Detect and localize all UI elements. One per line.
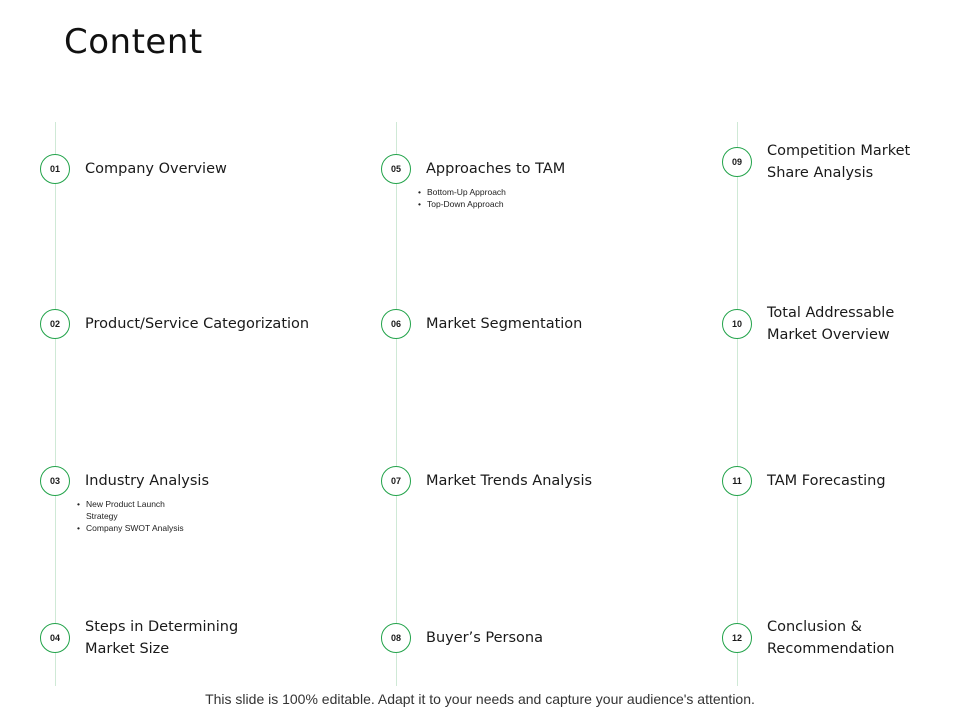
content-item-05 (381, 154, 681, 214)
item-label: Industry Analysis (85, 473, 209, 489)
item-label: TAM Forecasting (767, 473, 886, 489)
content-item-07 (381, 466, 681, 526)
content-item-06 (381, 309, 681, 369)
content-item-01 (40, 154, 340, 214)
content-item-03 (40, 466, 340, 533)
item-number-badge: 07 (381, 466, 411, 496)
item-sub-bullets (416, 186, 566, 210)
slide-title: Content (64, 22, 203, 62)
item-label: Total Addressable Market Overview (767, 305, 895, 343)
item-number-badge: 06 (381, 309, 411, 339)
content-item-10 (722, 305, 960, 369)
item-number-badge: 12 (722, 623, 752, 653)
item-label: Company Overview (85, 161, 227, 177)
content-item-12 (722, 619, 960, 683)
content-item-09 (722, 143, 960, 207)
item-number-badge: 05 (381, 154, 411, 184)
content-item-11 (722, 466, 960, 526)
item-number-badge: 11 (722, 466, 752, 496)
item-number-badge: 10 (722, 309, 752, 339)
item-number-badge: 08 (381, 623, 411, 653)
item-label: Product/Service Categorization (85, 316, 310, 332)
item-number-badge: 09 (722, 147, 752, 177)
item-label: Competition Market Share Analysis (767, 143, 911, 181)
sub-bullet: • Top-Down Approach (416, 198, 566, 210)
item-label: Approaches to TAM (426, 161, 566, 177)
item-number-badge: 01 (40, 154, 70, 184)
item-label: Buyer’s Persona (426, 630, 543, 646)
content-item-08 (381, 623, 681, 683)
item-label: Market Segmentation (426, 316, 583, 332)
item-number-badge: 04 (40, 623, 70, 653)
item-number-badge: 03 (40, 466, 70, 496)
item-label: Steps in Determining Market Size (85, 619, 239, 657)
sub-bullet: • Bottom-Up Approach (416, 186, 566, 198)
item-label: Market Trends Analysis (426, 473, 593, 489)
slide-footer-note: This slide is 100% editable. Adapt it to your needs and capture your audience's attention. (205, 691, 755, 707)
item-sub-bullets (75, 498, 225, 534)
content-item-02 (40, 309, 340, 369)
item-number-badge: 02 (40, 309, 70, 339)
content-item-04 (40, 619, 340, 683)
sub-bullet: • New Product Launch Strategy (75, 498, 186, 522)
sub-bullet: • Company SWOT Analysis (75, 522, 225, 534)
item-label: Conclusion & Recommendation (767, 619, 895, 657)
